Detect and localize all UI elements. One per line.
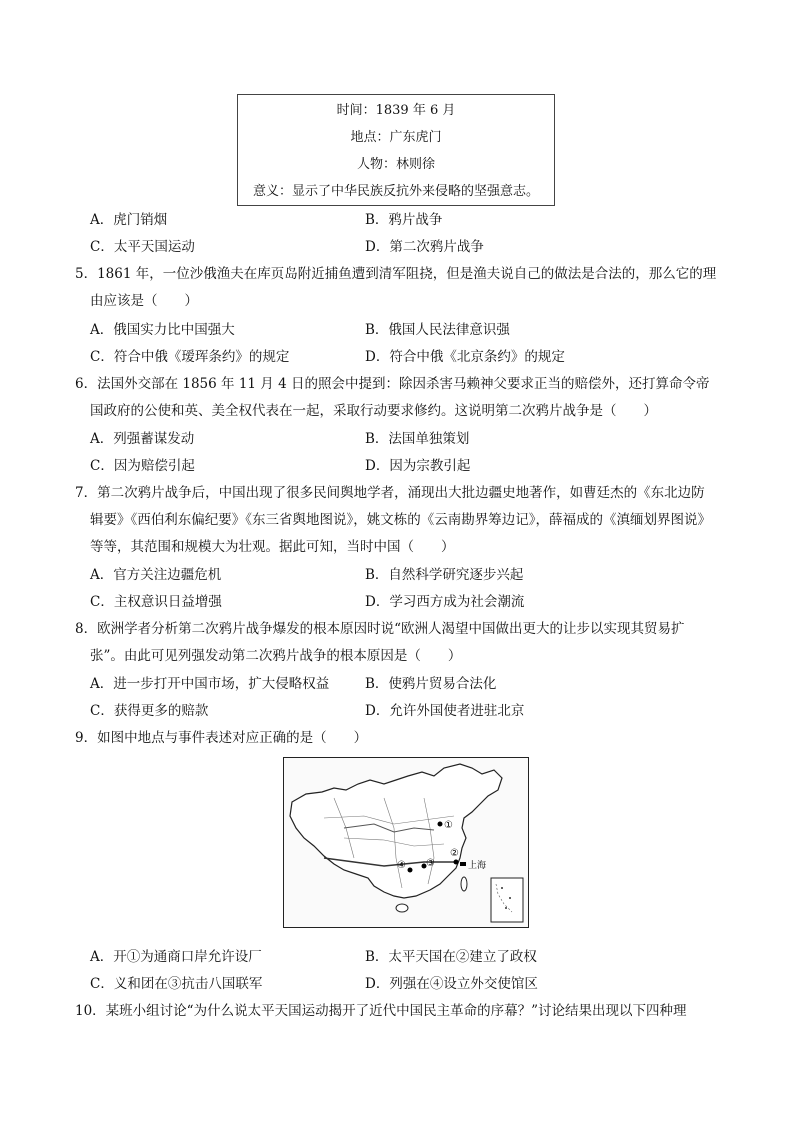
q7-stem-line2: 辑要》《西伯利东偏纪要》《东三省舆地图说》，姚文栋的《云南勘界筹边记》，薛福成的《滇缅划界图说》 (90, 512, 711, 528)
q5-options-row1 (90, 318, 730, 338)
q8-stem-line1: 8．欧洲学者分析第二次鸦片战争爆发的根本原因时说“欧洲人渴望中国做出更大的让步以实现其贸易扩 (75, 621, 685, 637)
q7-stem-line3: 等等，其范围和规模大为壮观。据此可知，当时中国（ ） (90, 539, 455, 555)
q9-option-c[interactable]: C．义和团在③抗击八国联军 (90, 976, 263, 992)
q8-option-a[interactable]: A．进一步打开中国市场，扩大侵略权益 (90, 676, 330, 692)
q5-option-a[interactable]: A．俄国实力比中国强大 (90, 322, 235, 338)
q6-option-c[interactable]: C．因为赔偿引起 (90, 458, 195, 474)
q5-stem-line2: 由应该是（ ） (90, 293, 198, 309)
q4-options-row1 (90, 208, 730, 228)
q6-stem-line1: 6．法国外交部在 1856 年 11 月 4 日的照会中提到：除因杀害马赖神父要求正当的赔偿外，还打算命令帝 (75, 376, 710, 392)
map-point-1 (438, 822, 443, 827)
q10-stem-line1: 10．某班小组讨论“为什么说太平天国运动揭开了近代中国民主革命的序幕？”讨论结果出现以下四种理 (75, 1003, 687, 1019)
map-label-2: ② (450, 848, 459, 859)
info-time: 时间：1839 年 6 月 (336, 103, 456, 118)
q5-stem-line1: 5．1861 年，一位沙俄渔夫在库页岛附近捕鱼遭到清军阻挠，但是渔夫说自己的做法是合法的，那么它的理 (75, 266, 717, 282)
q5-options-row2 (90, 345, 730, 365)
q9-option-d[interactable]: D．列强在④设立外交使馆区 (365, 976, 538, 992)
info-meaning: 意义：显示了中华民族反抗外来侵略的坚强意志。 (252, 184, 539, 199)
q7-options-row1 (90, 563, 730, 583)
q9-option-a[interactable]: A．开①为通商口岸允许设厂 (90, 949, 262, 965)
map-label-3: ③ (426, 858, 435, 869)
q4-option-a[interactable]: A．虎门销烟 (90, 212, 168, 228)
map-label-4: ④ (397, 860, 406, 871)
info-place: 地点：广东虎门 (350, 130, 442, 145)
q9-option-b[interactable]: B．太平天国在②建立了政权 (365, 949, 537, 965)
q6-option-a[interactable]: A．列强蓄谋发动 (90, 431, 195, 447)
q8-options-row2 (90, 699, 730, 719)
china-map-figure (283, 757, 529, 928)
q6-option-b[interactable]: B．法国单独策划 (365, 431, 470, 447)
q7-option-c[interactable]: C．主权意识日益增强 (90, 594, 222, 610)
q8-options-row1 (90, 672, 730, 692)
q5-option-c[interactable]: C．符合中俄《瑷珲条约》的规定 (90, 349, 290, 365)
q5-option-b[interactable]: B．俄国人民法律意识强 (365, 322, 510, 338)
china-outline (290, 764, 502, 898)
q4-option-b[interactable]: B．鸦片战争 (365, 212, 443, 228)
q8-option-d[interactable]: D．允许外国使者进驻北京 (365, 703, 525, 719)
q6-stem-line2: 国政府的公使和英、美全权代表在一起，采取行动要求修约。这说明第二次鸦片战争是（ ） (90, 403, 657, 419)
q6-option-d[interactable]: D．因为宗教引起 (365, 458, 471, 474)
q6-options-row1 (90, 427, 730, 447)
q4-options-row2 (90, 235, 730, 255)
shanghai-marker (460, 862, 466, 866)
info-box (237, 94, 555, 206)
south-sea-inset (491, 878, 523, 922)
q7-option-a[interactable]: A．官方关注边疆危机 (90, 567, 222, 583)
q5-option-d[interactable]: D．符合中俄《北京条约》的规定 (365, 349, 565, 365)
q9-options-row1 (90, 945, 730, 965)
q7-options-row2 (90, 590, 730, 610)
china-map-svg (284, 758, 527, 926)
map-label-1: ① (444, 820, 453, 831)
map-point-4 (408, 868, 413, 873)
map-label-shanghai: 上海 (468, 861, 487, 871)
map-point-2 (454, 860, 459, 865)
q4-option-d[interactable]: D．第二次鸦片战争 (365, 239, 484, 255)
q9-options-row2 (90, 972, 730, 992)
q6-options-row2 (90, 454, 730, 474)
q4-option-c[interactable]: C．太平天国运动 (90, 239, 195, 255)
q8-option-c[interactable]: C．获得更多的赔款 (90, 703, 209, 719)
q7-stem-line1: 7．第二次鸦片战争后，中国出现了很多民间舆地学者，涌现出大批边疆史地著作，如曹廷杰的《东北边防 (75, 485, 705, 501)
q7-option-b[interactable]: B．自然科学研究逐步兴起 (365, 567, 524, 583)
q9-stem-line1: 9．如图中地点与事件表述对应正确的是（ ） (75, 730, 368, 746)
q8-stem-line2: 张”。由此可见列强发动第二次鸦片战争的根本原因是（ ） (90, 648, 462, 664)
q7-option-d[interactable]: D．学习西方成为社会潮流 (365, 594, 525, 610)
q8-option-b[interactable]: B．使鸦片贸易合法化 (365, 676, 497, 692)
info-person: 人物：林则徐 (356, 157, 435, 172)
